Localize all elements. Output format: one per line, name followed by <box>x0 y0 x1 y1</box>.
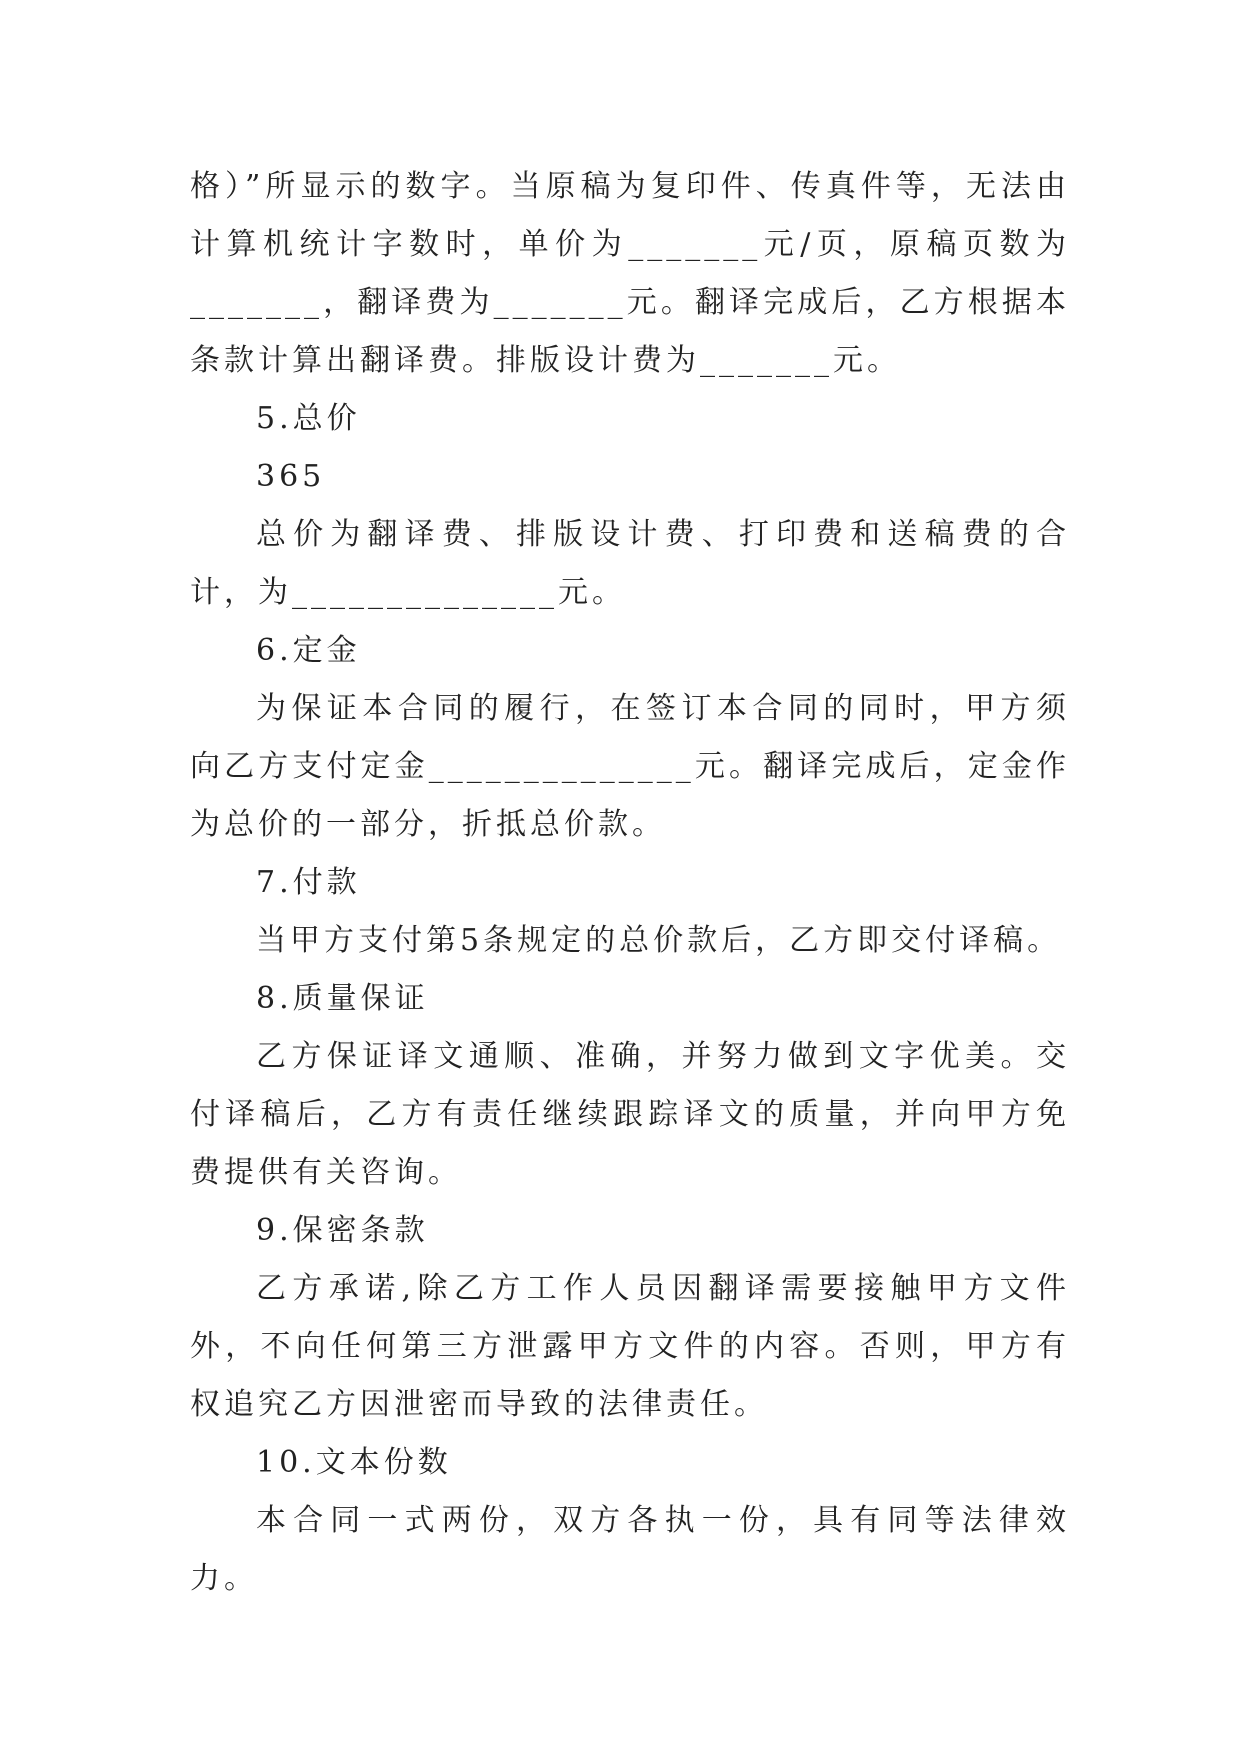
section-heading-deposit: 6.定金 <box>256 633 361 668</box>
paragraph-confidentiality: 乙方承诺,除乙方工作人员因翻译需要接触甲方文件外，不向任何第三方泄露甲方文件的内容。否则，甲方有权追究乙方因泄密而导致的法律责任。 <box>190 1271 1070 1422</box>
paragraph-payment: 当甲方支付第5条规定的总价款后，乙方即交付译稿。 <box>256 923 1062 958</box>
section-heading-total-price: 5.总价 <box>256 401 361 436</box>
paragraph-fee-continuation: 格）”所显示的数字。当原稿为复印件、传真件等，无法由计算机统计字数时，单价为_______元/页，原稿页数为_______，翻译费为_______元。翻译完成后，乙方根据本条款计算出翻译费。排版设计费为_______元。 <box>190 169 1070 378</box>
paragraph-total-price: 总价为翻译费、排版设计费、打印费和送稿费的合计，为______________元。 <box>190 517 1070 610</box>
paragraph-copies: 本合同一式两份，双方各执一份，具有同等法律效力。 <box>190 1503 1070 1596</box>
section-heading-quality: 8.质量保证 <box>256 981 429 1016</box>
section-heading-confidentiality: 9.保密条款 <box>256 1213 429 1248</box>
paragraph-deposit: 为保证本合同的履行，在签订本合同的同时，甲方须向乙方支付定金______________元。翻译完成后，定金作为总价的一部分，折抵总价款。 <box>190 691 1070 842</box>
section-heading-copies: 10.文本份数 <box>256 1445 452 1480</box>
document-body <box>190 158 1070 1608</box>
paragraph-quality: 乙方保证译文通顺、准确，并努力做到文字优美。交付译稿后，乙方有责任继续跟踪译文的质量，并向甲方免费提供有关咨询。 <box>190 1039 1070 1190</box>
section-heading-payment: 7.付款 <box>256 865 361 900</box>
page-number: 365 <box>256 459 326 494</box>
